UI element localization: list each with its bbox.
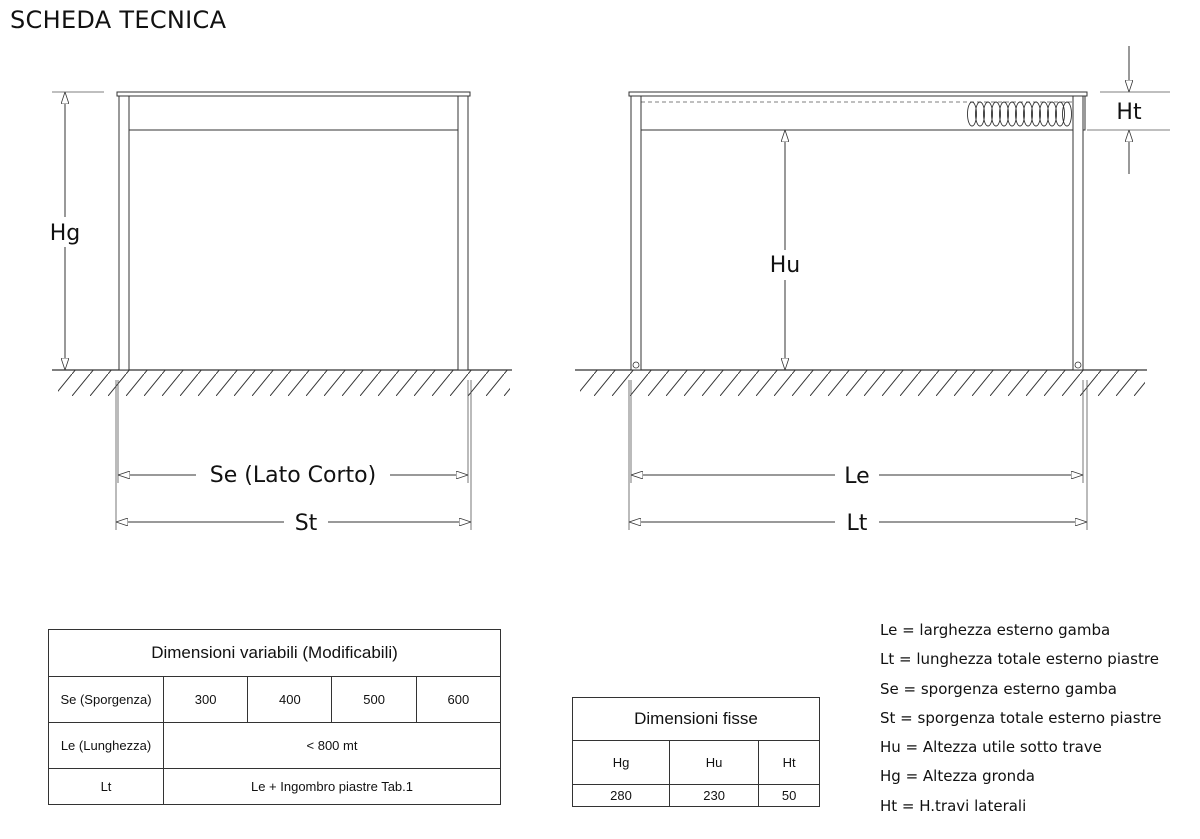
row-label-se: Se (Sporgenza) <box>49 677 164 723</box>
roof-cap-right <box>629 92 1087 96</box>
st-label: St <box>294 511 318 536</box>
row-label-le: Le (Lunghezza) <box>49 723 164 769</box>
se-label: Se (Lato Corto) <box>209 463 377 488</box>
legend-item: Le = larghezza esterno gamba <box>880 621 1111 639</box>
fixed-dimensions-table <box>572 697 820 807</box>
ground-hatch-left <box>58 370 510 396</box>
table-cell: 50 <box>759 785 820 807</box>
hu-label: Hu <box>769 253 801 278</box>
table-row <box>573 785 820 807</box>
table-cell: 280 <box>573 785 670 807</box>
right-elevation <box>575 46 1170 537</box>
table-row <box>49 723 501 769</box>
left-elevation <box>44 92 512 537</box>
roof-cap-left <box>117 92 470 96</box>
table-row <box>49 769 501 805</box>
legend <box>880 616 1161 821</box>
table-cell: 230 <box>670 785 759 807</box>
table-row <box>49 677 501 723</box>
column-header: Hu <box>670 741 759 785</box>
table-cell: 400 <box>248 677 332 723</box>
le-label: Le <box>844 464 870 489</box>
page-title: SCHEDA TECNICA <box>10 6 227 34</box>
table-cell: 600 <box>416 677 500 723</box>
fixed-table-header: Dimensioni fisse <box>573 698 820 741</box>
hg-label: Hg <box>49 221 81 246</box>
ht-label: Ht <box>1116 100 1142 125</box>
column-header: Ht <box>759 741 820 785</box>
legend-item: Lt = lunghezza totale esterno piastre <box>880 650 1159 669</box>
lt-label: Lt <box>846 511 868 536</box>
post-left-a <box>119 96 129 370</box>
variable-table-header: Dimensioni variabili (Modificabili) <box>49 630 501 677</box>
table-cell: 500 <box>332 677 416 723</box>
table-cell: < 800 mt <box>164 723 501 769</box>
post-right-b <box>1073 96 1083 370</box>
post-right-a <box>631 96 641 370</box>
legend-item: Hg = Altezza gronda <box>880 767 1035 786</box>
legend-item: Hu = Altezza utile sotto trave <box>880 738 1102 757</box>
column-header: Hg <box>573 741 670 785</box>
legend-item: St = sporgenza totale esterno piastre <box>880 708 1162 727</box>
legend-item: Ht = H.travi laterali <box>880 796 1027 815</box>
variable-dimensions-table <box>48 629 501 805</box>
row-label-lt: Lt <box>49 769 164 805</box>
legend-item: Se = sporgenza esterno gamba <box>880 679 1117 698</box>
table-cell: Le + Ingombro piastre Tab.1 <box>164 769 501 805</box>
ground-hatch-right <box>580 370 1145 396</box>
post-left-b <box>458 96 468 370</box>
beam-left <box>119 96 468 130</box>
table-row <box>573 741 820 785</box>
table-cell: 300 <box>164 677 248 723</box>
